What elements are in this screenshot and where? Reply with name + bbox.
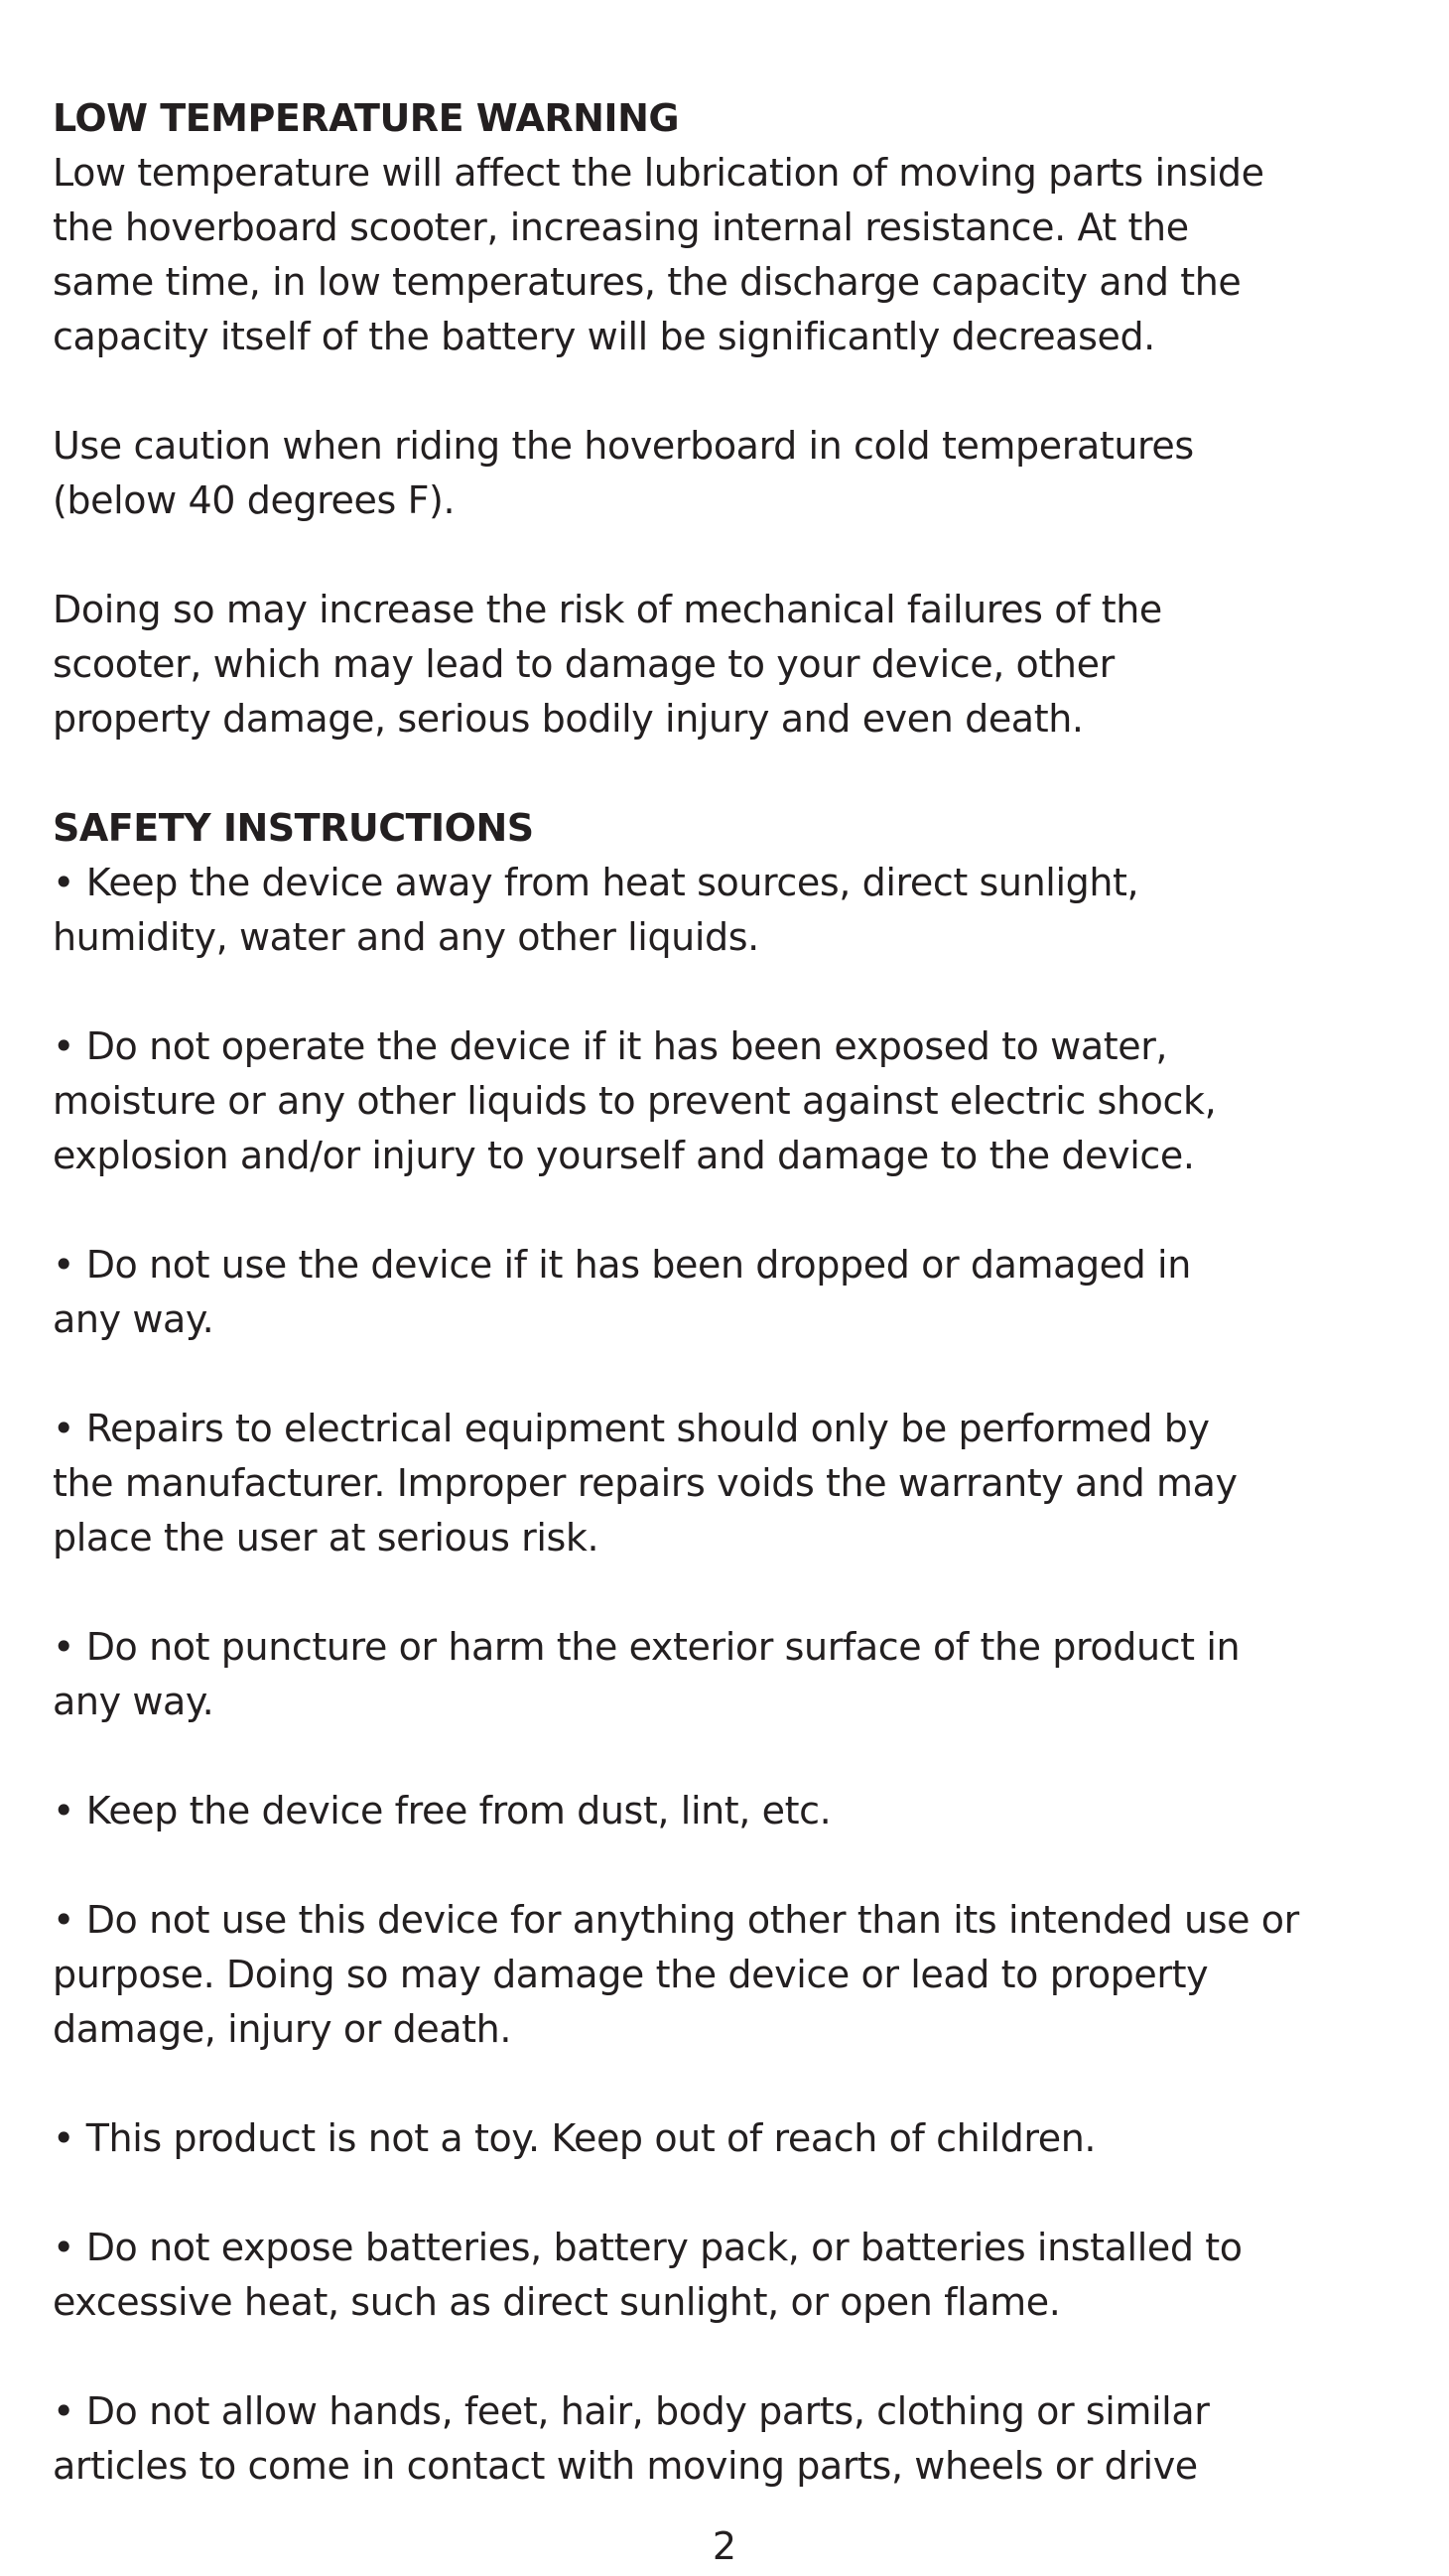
safety-instruction-item: • Do not use this device for anything other than its intended use or purpose. Doing so may damage the device or lead to property damage, injury or death. [53,1898,1299,2051]
safety-instruction-item: • Do not puncture or harm the exterior surface of the product in any way. [53,1625,1241,1723]
low-temperature-paragraph: Low temperature will affect the lubrication of moving parts inside the hoverboard scooter, increasing internal resistance. At the same time, in low temperatures, the discharge capacity and the capacity itself of the battery will be significantly decreased. [53,151,1264,358]
safety-instruction-item: • Repairs to electrical equipment should only be performed by the manufacturer. Improper repairs voids the warranty and may place the user at serious risk. [53,1407,1238,1559]
low-temperature-paragraph: Use caution when riding the hoverboard in cold temperatures (below 40 degrees F). [53,424,1194,522]
page-number: 2 [712,2524,737,2568]
safety-instruction-item: • Do not expose batteries, battery pack, or batteries installed to excessive heat, such as direct sunlight, or open flame. [53,2226,1243,2324]
safety-instruction-item: • This product is not a toy. Keep out of reach of children. [53,2116,1097,2160]
safety-instruction-item: • Keep the device free from dust, lint, etc. [53,1789,832,1832]
manual-page [53,91,1442,2494]
safety-instruction-item: • Do not allow hands, feet, hair, body parts, clothing or similar articles to come in contact with moving parts, wheels or drive [53,2389,1210,2488]
low-temperature-paragraph: Doing so may increase the risk of mechanical failures of the scooter, which may lead to damage to your device, other property damage, serious bodily injury and even death. [53,588,1162,741]
safety-instruction-item: • Do not operate the device if it has been exposed to water, moisture or any other liquids to prevent against electric shock, explosion and/or injury to yourself and damage to the device. [53,1024,1217,1177]
safety-instruction-item: • Keep the device away from heat sources, direct sunlight, humidity, water and any other liquids. [53,861,1139,959]
safety-instructions-heading: SAFETY INSTRUCTIONS [53,806,534,850]
safety-instruction-item: • Do not use the device if it has been dropped or damaged in any way. [53,1243,1191,1341]
low-temperature-heading: LOW TEMPERATURE WARNING [53,96,680,140]
